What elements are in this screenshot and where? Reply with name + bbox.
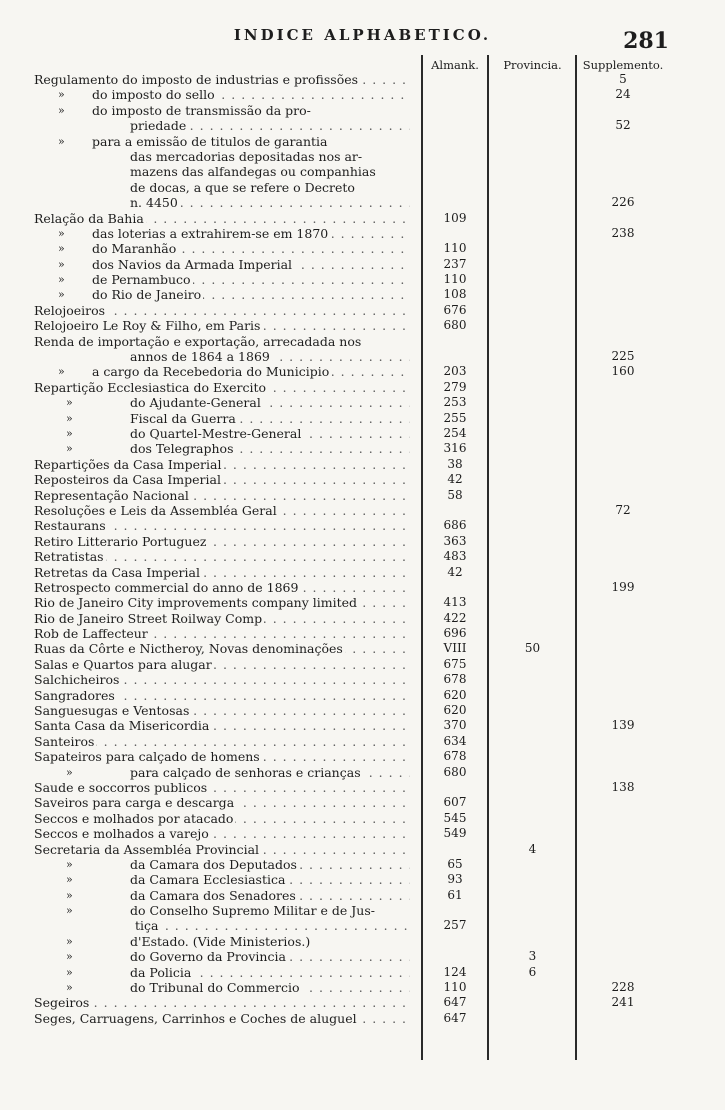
entry-label: da Camara Ecclesiastica <box>130 872 286 888</box>
entry-text <box>34 549 410 564</box>
entry-text <box>34 688 410 703</box>
entry-label: Saude e soccorros publicos <box>34 779 208 795</box>
almanak-page: 42 <box>447 564 463 579</box>
entry-text <box>135 918 410 933</box>
supplemento-page: 199 <box>611 579 635 594</box>
supplemento-page: 226 <box>611 195 635 210</box>
almanak-page: 545 <box>443 810 467 825</box>
entry-text <box>34 611 410 626</box>
table-row <box>0 872 725 887</box>
almanak-page: 647 <box>443 995 467 1010</box>
entry-text <box>130 765 410 780</box>
table-row <box>0 795 725 810</box>
entry-label: do imposto de transmissão da pro- <box>92 102 311 118</box>
entry-label: Repartição Ecclesiastica do Exercito <box>34 379 267 395</box>
entry-text <box>130 965 410 980</box>
almanak-page: 422 <box>443 610 467 625</box>
entry-text <box>34 995 410 1010</box>
table-row <box>0 164 725 179</box>
almanak-page: 38 <box>447 456 463 471</box>
entry-text <box>92 364 410 379</box>
entry-label: Secretaria da Assembléa Provincial <box>34 841 260 857</box>
almanak-page: 316 <box>443 441 467 456</box>
ditto-mark: » <box>58 365 65 379</box>
entry-text <box>92 87 410 102</box>
almanak-page: 65 <box>447 856 463 871</box>
ditto-mark: » <box>58 257 65 271</box>
table-row <box>0 87 725 102</box>
table-row <box>0 826 725 841</box>
entry-text <box>130 857 410 872</box>
entry-label: Renda de importação e exportação, arrecadada nos <box>34 333 362 349</box>
entry-text <box>34 595 410 610</box>
table-row <box>0 72 725 87</box>
table-row <box>0 534 725 549</box>
table-row <box>0 488 725 503</box>
entry-label: Salchicheiros <box>34 672 120 688</box>
almanak-page: 110 <box>443 241 467 256</box>
ditto-mark: » <box>66 934 73 948</box>
almanak-page: 483 <box>443 549 467 564</box>
entry-text <box>92 134 410 149</box>
entry-label: para calçado de senhoras e crianças <box>130 764 361 780</box>
entry-text <box>92 103 410 118</box>
ditto-mark: » <box>66 411 73 425</box>
ditto-mark: » <box>66 888 73 902</box>
entry-label: da Camara dos Senadores <box>130 887 296 903</box>
table-row <box>0 287 725 302</box>
almanak-page: 124 <box>443 964 467 979</box>
table-row <box>0 980 725 995</box>
table-row <box>0 888 725 903</box>
entry-label: das mercadorias depositadas nos ar- <box>130 148 363 164</box>
table-row <box>0 626 725 641</box>
almanak-page: 110 <box>443 980 467 995</box>
entry-label: do Governo da Provincia <box>130 949 286 965</box>
table-row <box>0 688 725 703</box>
entry-text <box>34 334 410 349</box>
entry-label: do Maranhão <box>92 241 177 257</box>
table-row <box>0 318 725 333</box>
entry-text <box>130 903 410 918</box>
entry-label: a cargo da Recebedoria do Municipio <box>92 364 330 380</box>
table-row <box>0 426 725 441</box>
entry-label: do Ajudante-General <box>130 395 261 411</box>
entry-text <box>130 872 410 887</box>
entry-text <box>130 349 410 364</box>
almanak-page: 678 <box>443 749 467 764</box>
entry-label: dos Navios da Armada Imperial <box>92 256 293 272</box>
entry-text <box>34 380 410 395</box>
entry-label: do Rio de Janeiro <box>92 287 202 303</box>
entry-text <box>130 195 410 210</box>
ditto-mark: » <box>66 965 73 979</box>
ditto-mark: » <box>66 426 73 440</box>
entry-text <box>34 703 410 718</box>
table-row <box>0 965 725 980</box>
almanak-page: 257 <box>443 918 467 933</box>
ditto-mark: » <box>66 950 73 964</box>
entry-label: de docas, a que se refere o Decreto <box>130 179 355 195</box>
supplemento-page: 139 <box>611 718 635 733</box>
entry-label: annos de 1864 a 1869 <box>130 349 270 365</box>
entry-text <box>34 303 410 318</box>
table-row <box>0 180 725 195</box>
entry-text <box>34 842 410 857</box>
table-row <box>0 611 725 626</box>
table-row <box>0 134 725 149</box>
entry-label: Retiro Litterario Portuguez <box>34 533 207 549</box>
table-row <box>0 503 725 518</box>
supplemento-page: 238 <box>611 225 635 240</box>
entry-label: Reposteiros da Casa Imperial <box>34 472 221 488</box>
almanak-page: 255 <box>443 410 467 425</box>
almanak-page: 109 <box>443 210 467 225</box>
table-row <box>0 334 725 349</box>
table-row <box>0 395 725 410</box>
ditto-mark: » <box>66 904 73 918</box>
column-header-provincia: Provincia. <box>503 58 562 72</box>
entry-label: d'Estado. (Vide Ministerios.) <box>130 933 311 949</box>
table-row <box>0 441 725 456</box>
entry-label: Sanguesugas e Ventosas <box>34 703 190 719</box>
entry-text <box>34 641 410 656</box>
entry-label: das loterias a extrahirem-se em 1870 <box>92 225 329 241</box>
almanak-page: VIII <box>443 641 467 656</box>
page-title: INDICE ALPHABETICO. <box>233 26 492 44</box>
entry-label: n. 4450 <box>130 195 178 211</box>
almanak-page: 110 <box>443 272 467 287</box>
ditto-mark: » <box>66 857 73 871</box>
almanak-page: 370 <box>443 718 467 733</box>
entry-label: de Pernambuco <box>92 272 191 288</box>
almanak-page: 363 <box>443 533 467 548</box>
table-row <box>0 549 725 564</box>
entry-text <box>34 518 410 533</box>
almanak-page: 58 <box>447 487 463 502</box>
supplemento-page: 72 <box>615 502 631 517</box>
entry-label: da Camara dos Deputados <box>130 856 297 872</box>
table-row <box>0 934 725 949</box>
table-row <box>0 303 725 318</box>
table-row <box>0 518 725 533</box>
entry-text <box>130 934 410 949</box>
entry-text <box>34 457 410 472</box>
almanak-page: 279 <box>443 379 467 394</box>
entry-text <box>130 426 410 441</box>
supplemento-page: 138 <box>611 779 635 794</box>
almanak-page: 413 <box>443 595 467 610</box>
entry-text <box>130 164 410 179</box>
almanak-page: 108 <box>443 287 467 302</box>
entry-label: do Conselho Supremo Militar e de Jus- <box>130 903 376 919</box>
table-row <box>0 842 725 857</box>
table-row <box>0 995 725 1010</box>
almanak-page: 253 <box>443 395 467 410</box>
entry-text <box>34 318 410 333</box>
entry-label: Seccos e molhados por atacado <box>34 810 234 826</box>
entry-text <box>34 718 410 733</box>
almanak-page: 237 <box>443 256 467 271</box>
supplemento-page: 241 <box>611 995 635 1010</box>
table-row <box>0 749 725 764</box>
almanak-page: 680 <box>443 318 467 333</box>
table-row <box>0 703 725 718</box>
entry-text <box>34 534 410 549</box>
entry-text <box>92 287 410 302</box>
almanak-page: 678 <box>443 672 467 687</box>
entry-label: Relação da Bahia <box>34 210 144 226</box>
entry-text <box>92 257 410 272</box>
almanak-page: 634 <box>443 733 467 748</box>
entry-label: priedade <box>130 118 187 134</box>
table-row <box>0 903 725 918</box>
entry-text <box>34 580 410 595</box>
supplemento-page: 52 <box>615 118 631 133</box>
table-row <box>0 241 725 256</box>
column-header-almanak: Almank. <box>431 58 479 72</box>
entry-text <box>92 226 410 241</box>
table-row <box>0 103 725 118</box>
entry-label: Sangradores <box>34 687 115 703</box>
table-row <box>0 641 725 656</box>
table-row <box>0 565 725 580</box>
ditto-mark: » <box>58 242 65 256</box>
table-row <box>0 380 725 395</box>
almanak-page: 620 <box>443 687 467 702</box>
almanak-page: 93 <box>447 872 463 887</box>
entry-label: Segeiros <box>34 995 90 1011</box>
table-row <box>0 349 725 364</box>
entry-text <box>34 657 410 672</box>
supplemento-page: 5 <box>619 72 627 86</box>
ditto-mark: » <box>58 273 65 287</box>
entry-label: do Quartel-Mestre-General <box>130 425 302 441</box>
table-row <box>0 734 725 749</box>
supplemento-page: 160 <box>611 364 635 379</box>
ditto-mark: » <box>58 226 65 240</box>
entry-text <box>34 826 410 841</box>
entry-text <box>130 949 410 964</box>
entry-text <box>34 811 410 826</box>
entry-label: Salas e Quartos para alugar <box>34 656 212 672</box>
table-row <box>0 257 725 272</box>
ditto-mark: » <box>66 873 73 887</box>
entry-text <box>34 795 410 810</box>
entry-label: do Tribunal do Commercio <box>130 980 300 996</box>
entry-label: do imposto do sello <box>92 87 215 103</box>
table-row <box>0 472 725 487</box>
entry-text <box>130 441 410 456</box>
ditto-mark: » <box>66 765 73 779</box>
entry-text <box>92 272 410 287</box>
table-row <box>0 211 725 226</box>
entry-label: da Policia <box>130 964 192 980</box>
provincia-page: 50 <box>524 641 541 656</box>
entry-label: Relojoeiro Le Roy & Filho, em Paris <box>34 318 261 334</box>
entry-text <box>34 72 410 87</box>
table-row <box>0 949 725 964</box>
entry-label: Seges, Carruagens, Carrinhos e Coches de aluguel <box>34 1010 357 1026</box>
provincia-page: 4 <box>528 841 537 856</box>
entry-label: Rio de Janeiro Street Roilway Comp <box>34 610 263 626</box>
entry-label: Resoluções e Leis da Assembléa Geral <box>34 502 277 518</box>
entry-text <box>34 734 410 749</box>
entry-text <box>34 488 410 503</box>
entry-text <box>34 1011 410 1026</box>
page-number: 281 <box>623 28 669 54</box>
entry-label: Retratistas <box>34 549 104 565</box>
table-row <box>0 918 725 933</box>
almanak-page: 61 <box>447 887 463 902</box>
entry-label: mazens das alfandegas ou companhias <box>130 164 376 180</box>
entry-text <box>34 626 410 641</box>
table-row <box>0 457 725 472</box>
ditto-mark: » <box>58 134 65 148</box>
entry-label: Relojoeiros <box>34 302 106 318</box>
almanak-page: 675 <box>443 656 467 671</box>
table-row <box>0 811 725 826</box>
supplemento-page: 225 <box>611 349 635 364</box>
entry-text <box>34 672 410 687</box>
table-row <box>0 672 725 687</box>
entry-label: para a emissão de titulos de garantia <box>92 133 328 149</box>
table-row <box>0 857 725 872</box>
provincia-page: 6 <box>528 964 537 979</box>
entry-text <box>34 472 410 487</box>
almanak-page: 647 <box>443 1010 467 1025</box>
table-row <box>0 272 725 287</box>
entry-label: Regulamento do imposto de industrias e profissões <box>34 72 359 87</box>
almanak-page: 203 <box>443 364 467 379</box>
ditto-mark: » <box>66 981 73 995</box>
entry-text <box>130 149 410 164</box>
entry-label: Saveiros para carga e descarga <box>34 795 235 811</box>
entry-label: Santa Casa da Misericordia <box>34 718 210 734</box>
entry-text <box>34 749 410 764</box>
table-row <box>0 195 725 210</box>
entry-label: Ruas da Côrte e Nictheroy, Novas denominações <box>34 641 343 657</box>
table-row <box>0 226 725 241</box>
entry-text <box>130 395 410 410</box>
entry-label: Rob de Laffecteur <box>34 626 148 642</box>
entry-text <box>92 241 410 256</box>
table-row <box>0 364 725 379</box>
entry-label: Seccos e molhados a varejo <box>34 826 209 842</box>
entry-text <box>130 180 410 195</box>
entry-label: Sapateiros para calçado de homens <box>34 749 260 765</box>
table-row <box>0 595 725 610</box>
entry-text <box>130 118 410 133</box>
provincia-page: 3 <box>528 949 537 964</box>
table-row <box>0 580 725 595</box>
table-row <box>0 149 725 164</box>
table-row <box>0 780 725 795</box>
almanak-page: 686 <box>443 518 467 533</box>
supplemento-page: 24 <box>615 87 631 102</box>
table-row <box>0 1011 725 1026</box>
entry-label: dos Telegraphos <box>130 441 234 457</box>
entry-label: Repartições da Casa Imperial <box>34 456 222 472</box>
almanak-page: 42 <box>447 472 463 487</box>
almanak-page: 607 <box>443 795 467 810</box>
entry-label: tiça <box>135 918 159 934</box>
ditto-mark: » <box>58 88 65 102</box>
entry-label: Rio de Janeiro City improvements company limited <box>34 595 357 611</box>
column-header-supplemento: Supplemento. <box>582 58 664 72</box>
table-row <box>0 657 725 672</box>
ditto-mark: » <box>58 288 65 302</box>
almanak-page: 549 <box>443 826 467 841</box>
table-row <box>0 765 725 780</box>
ditto-mark: » <box>66 396 73 410</box>
entry-label: Representação Nacional <box>34 487 189 503</box>
entry-text <box>34 780 410 795</box>
entry-text <box>34 503 410 518</box>
index-table <box>0 72 725 1026</box>
table-row <box>0 118 725 133</box>
table-row <box>0 411 725 426</box>
entry-label: Retrospecto commercial do anno de 1869 <box>34 579 299 595</box>
table-row <box>0 718 725 733</box>
almanak-page: 680 <box>443 764 467 779</box>
ditto-mark: » <box>58 103 65 117</box>
almanak-page: 696 <box>443 626 467 641</box>
ditto-mark: » <box>66 442 73 456</box>
entry-text <box>130 888 410 903</box>
entry-text <box>130 411 410 426</box>
entry-text <box>130 980 410 995</box>
entry-label: Fiscal da Guerra <box>130 410 236 426</box>
entry-label: Retretas da Casa Imperial <box>34 564 200 580</box>
entry-text <box>34 211 410 226</box>
entry-label: Santeiros <box>34 733 95 749</box>
almanak-page: 620 <box>443 703 467 718</box>
supplemento-page: 228 <box>611 980 635 995</box>
almanak-page: 254 <box>443 425 467 440</box>
entry-text <box>34 565 410 580</box>
entry-label: Restaurans <box>34 518 106 534</box>
almanak-page: 676 <box>443 302 467 317</box>
